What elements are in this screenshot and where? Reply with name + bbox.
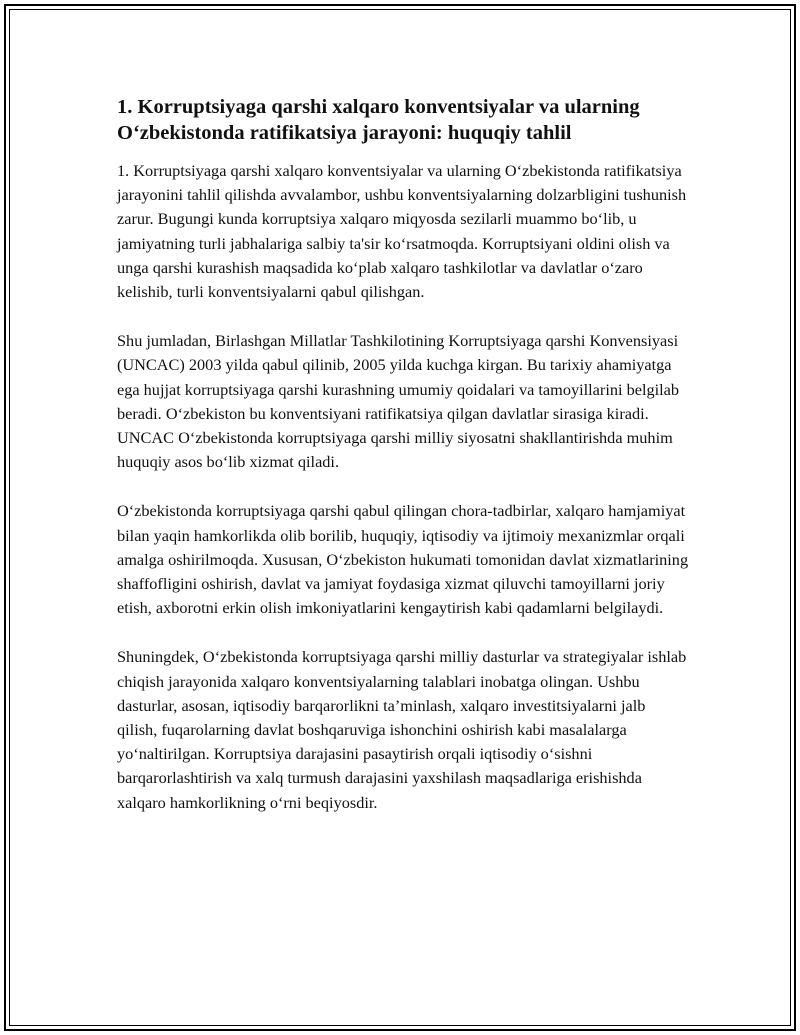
document-body: [117, 94, 689, 840]
paragraph-1: 1. Korruptsiyaga qarshi xalqaro konventsiyalar va ularning O‘zbekistonda ratifikatsiya jarayonini tahlil qilishda avvalambor, ushbu konventsiyalarning dolzarbligini tushunish zarur. Bugungi kunda korruptsiya xalqaro miqyosda sezilarli muammo bo‘lib, u jamiyatning turli jabhalariga salbiy ta'sir ko‘rsatmoqda. Korruptsiyani oldini olish va unga qarshi kurashish maqsadida ko‘plab xalqaro tashkilotlar va davlatlar o‘zaro kelishib, turli konventsiyalarni qabul qilishgan.: [117, 161, 687, 302]
paragraph-4: Shuningdek, O‘zbekistonda korruptsiyaga qarshi milliy dasturlar va strategiyalar ishlab chiqish jarayonida xalqaro konventsiyalarning talablari inobatga olingan. Ushbu dasturlar, asosan, iqtisodiy barqarorlikni ta’minlash, xalqaro investitsiyalarni jalb qilish, fuqarolarning davlat boshqaruviga ishonchini oshirish kabi masalalarga yo‘naltirilgan. Korruptsiya darajasini pasaytirish orqali iqtisodiy o‘sishni barqarorlashtirish va xalq turmush darajasini yaxshilash maqsadlariga erishishda xalqaro hamkorlikning o‘rni beqiyosdir.: [117, 647, 687, 812]
document-title: [117, 94, 689, 146]
paragraph-3: O‘zbekistonda korruptsiyaga qarshi qabul qilingan chora-tadbirlar, xalqaro hamjamiyat bilan yaqin hamkorlikda olib borilib, huquqiy, iqtisodiy va ijtimoiy mexanizmlar orqali amalga oshirilmoqda. Xususan, O‘zbekiston hukumati tomonidan davlat xizmatlarining shaffofligini oshirish, davlat va jamiyat foydasiga xizmat qiluvchi tamoyillarni joriy etish, axborotni erkin olish imkoniyatlarini kengaytirish kabi qadamlarni belgilaydi.: [117, 501, 689, 618]
document-title-line-2: O‘zbekistonda ratifikatsiya jarayoni: huquqiy tahlil: [117, 122, 572, 144]
paragraph-2: Shu jumladan, Birlashgan Millatlar Tashkilotining Korruptsiyaga qarshi Konvensiyasi (UNCAC) 2003 yilda qabul qilinib, 2005 yilda kuchga kirgan. Bu tarixiy ahamiyatga ega hujjat korruptsiyaga qarshi kurashning umumiy qoidalari va tamoyillarini belgilab beradi. O‘zbekiston bu konventsiyani ratifikatsiya qilgan davlatlar sirasiga kiradi. UNCAC O‘zbekistonda korruptsiyaga qarshi milliy siyosatni shakllantirishda muhim huquqiy asos bo‘lib xizmat qiladi.: [117, 331, 680, 472]
document-title-line-1: 1. Korruptsiyaga qarshi xalqaro konventsiyalar va ularning: [117, 96, 640, 118]
